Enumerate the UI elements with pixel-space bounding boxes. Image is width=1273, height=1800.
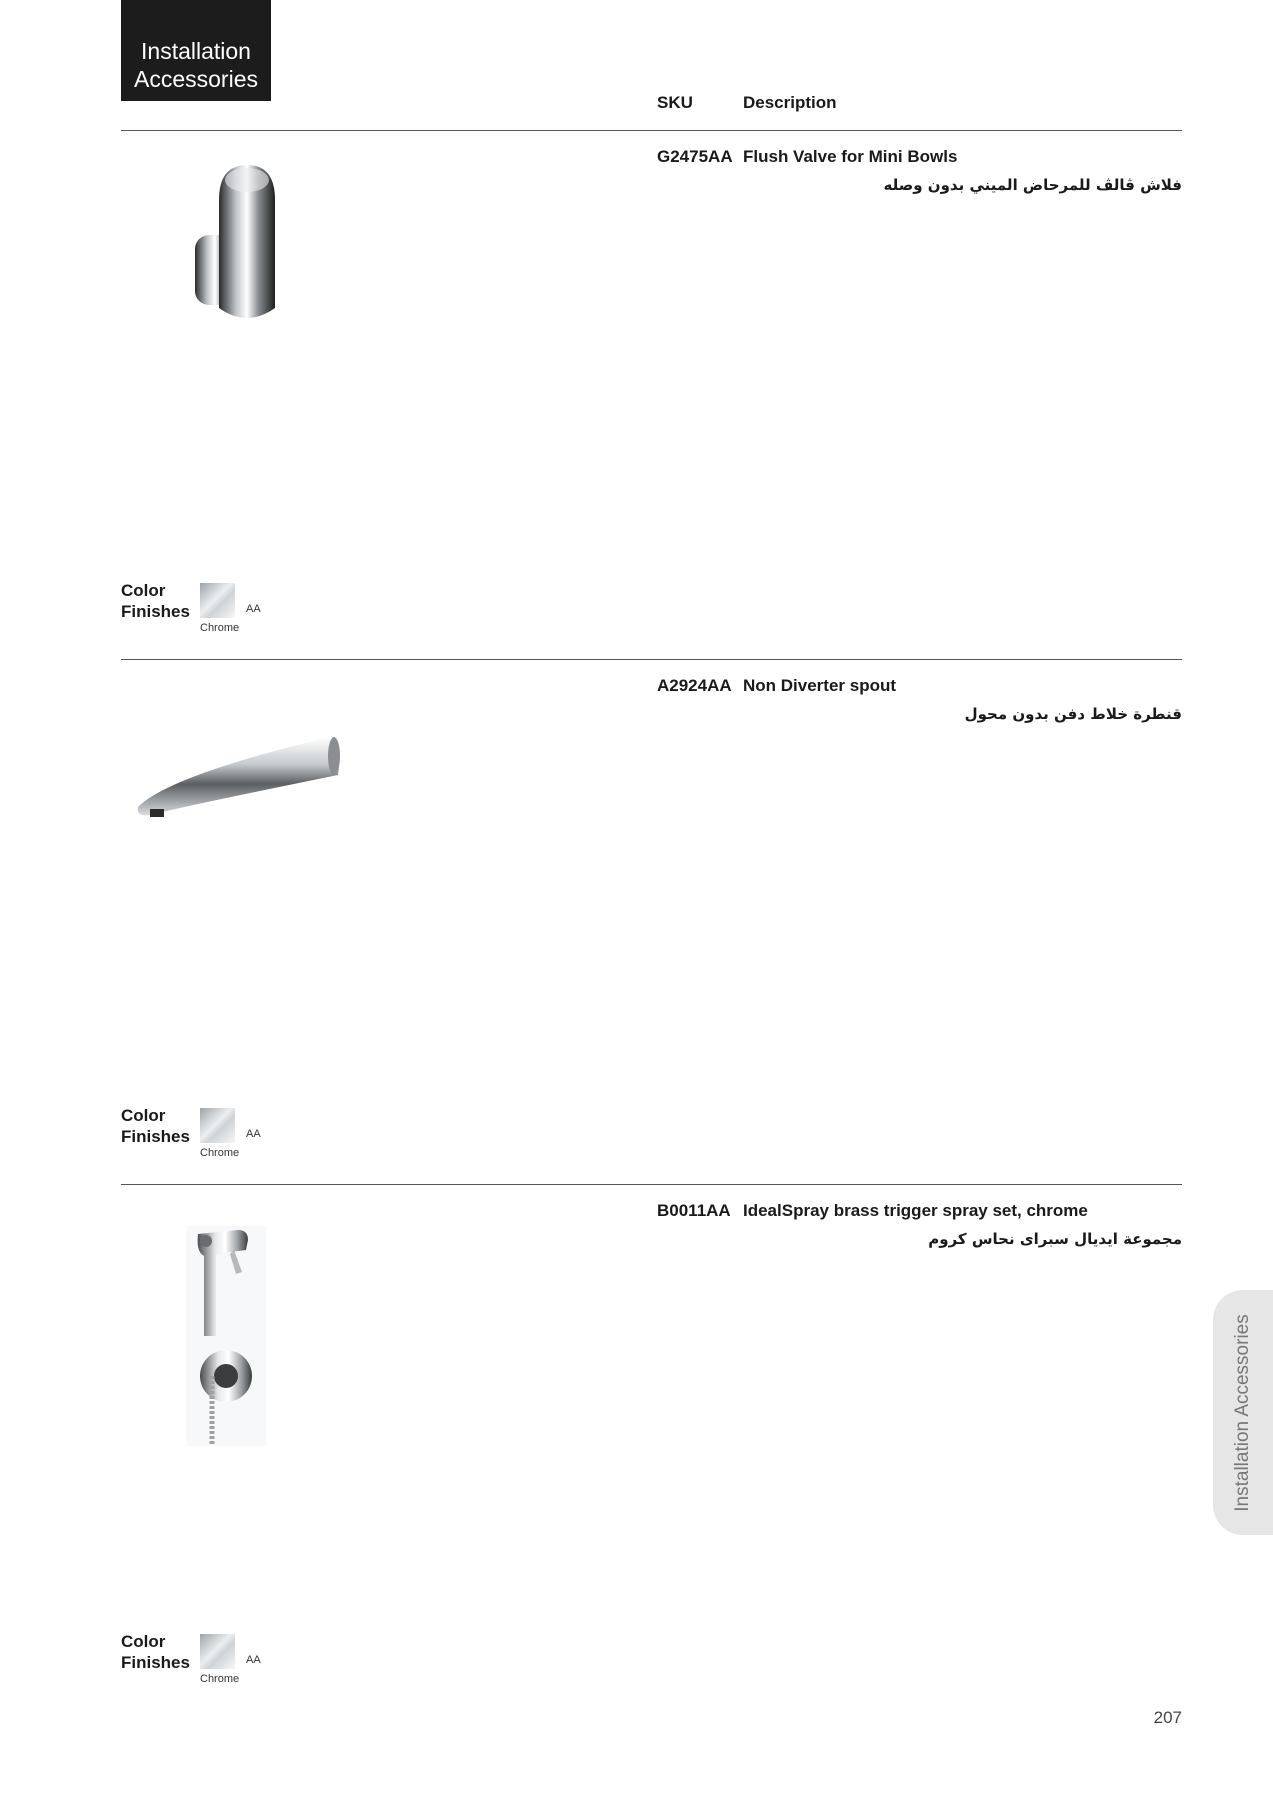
- side-tab-label-wrap: [1213, 1290, 1273, 1535]
- product-description-arabic: فلاش ڤالڤ للمرحاض الميني بدون وصله: [883, 176, 1182, 194]
- product-description: Flush Valve for Mini Bowls: [743, 147, 958, 166]
- sku-header: SKU: [657, 93, 693, 112]
- chrome-swatch: [200, 1634, 235, 1669]
- finish-name: Chrome: [200, 622, 240, 634]
- trigger-spray-image: [186, 1226, 266, 1446]
- product-divider: [121, 659, 1182, 660]
- color-finishes-label: [121, 1631, 190, 1673]
- finish-code: AA: [246, 603, 261, 615]
- finishes-label: Finishes: [121, 1653, 190, 1672]
- product-divider: [121, 1184, 1182, 1185]
- product-sku: A2924AA: [657, 676, 732, 695]
- description-header: Description: [743, 93, 837, 112]
- color-label: Color: [121, 581, 166, 600]
- product-sku: G2475AA: [657, 147, 733, 166]
- side-tab-label: Installation Accessories: [1232, 1313, 1253, 1512]
- product-description: IdealSpray brass trigger spray set, chrome: [743, 1201, 1088, 1220]
- section-title-line2: Accessories: [134, 66, 258, 92]
- chrome-swatch: [200, 1108, 235, 1143]
- color-label: Color: [121, 1106, 166, 1125]
- section-title-tab: [121, 0, 271, 101]
- product-description-arabic: مجموعة ايديال سبراى نحاس كروم: [928, 1230, 1182, 1248]
- color-finishes-label: [121, 1105, 190, 1147]
- product-description: Non Diverter spout: [743, 676, 897, 695]
- header-divider: [121, 130, 1182, 131]
- finishes-label: Finishes: [121, 1127, 190, 1146]
- chrome-swatch: [200, 583, 235, 618]
- spout-image: [130, 725, 350, 825]
- finish-name: Chrome: [200, 1147, 240, 1159]
- page-number: 207: [1153, 1708, 1182, 1727]
- finish-code: AA: [246, 1128, 261, 1140]
- color-finishes-label: [121, 580, 190, 622]
- finishes-label: Finishes: [121, 602, 190, 621]
- finish-code: AA: [246, 1654, 261, 1666]
- flush-valve-image: [185, 160, 305, 335]
- finish-name: Chrome: [200, 1673, 240, 1685]
- product-description-arabic: قنطرة خلاط دفن بدون محول: [964, 705, 1182, 723]
- color-label: Color: [121, 1632, 166, 1651]
- section-title-line1: Installation: [141, 38, 251, 64]
- product-sku: B0011AA: [657, 1201, 731, 1220]
